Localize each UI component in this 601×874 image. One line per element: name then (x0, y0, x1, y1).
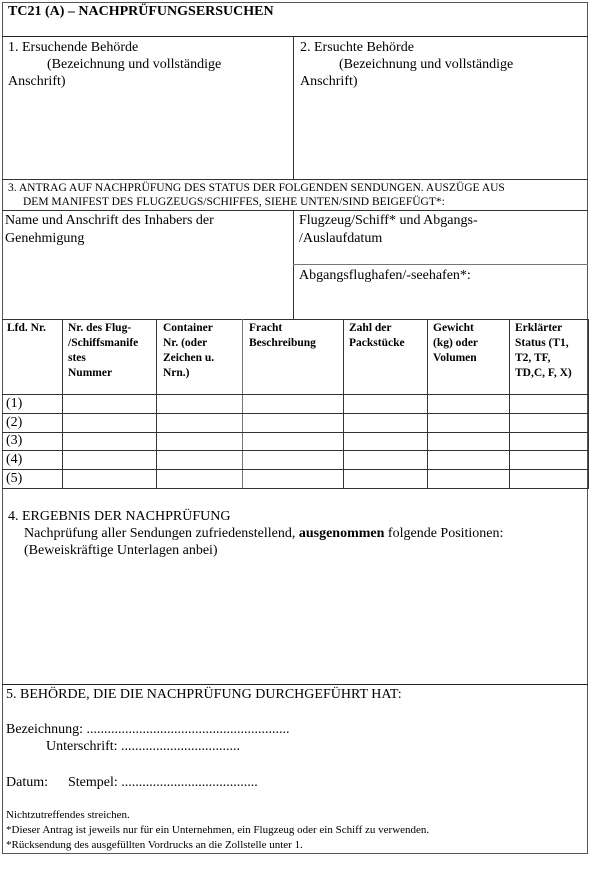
table-row[interactable]: (5) (6, 471, 23, 486)
col-header-manifest-nr (68, 321, 138, 381)
text: folgende Positionen: (384, 526, 504, 541)
header-line: Fracht (249, 322, 283, 334)
box1-sub1: (Bezeichnung und vollständige (47, 57, 222, 72)
holder-label-1: Name und Anschrift des Inhabers der (5, 213, 214, 228)
section5-heading: 5. BEHÖRDE, DIE DIE NACHPRÜFUNG DURCHGEFÜHRT HAT: (6, 687, 402, 702)
header-line: Erklärter (515, 322, 563, 334)
departure-label: Abgangsflughafen/-seehafen*: (299, 268, 471, 283)
header-line: T2, TF, (515, 352, 551, 364)
footnote-single-use: *Dieser Antrag ist jeweils nur für ein Unternehmen, ein Flugzeug oder ein Schiff zu verwenden. (6, 824, 430, 836)
section4-heading: 4. ERGEBNIS DER NACHPRÜFUNG (8, 509, 231, 524)
header-line: (kg) oder (433, 337, 479, 349)
header-line: /Schiffsmanife (68, 337, 139, 349)
header-line: Nrn.) (163, 367, 190, 379)
holder-label-2: Genehmigung (5, 231, 85, 246)
col-header-lfd-nr (7, 321, 46, 336)
divider (293, 264, 588, 265)
table-row[interactable]: (1) (6, 396, 23, 411)
row-divider (2, 488, 589, 489)
table-top-border (2, 319, 589, 320)
column-divider (427, 319, 428, 488)
divider (293, 36, 294, 179)
col-header-declared-status (515, 321, 572, 381)
field-datum[interactable]: Datum: (6, 775, 48, 790)
section4-text (24, 525, 503, 542)
emphasis: ausgenommen (298, 526, 385, 541)
header-line: Container (163, 322, 213, 334)
header-line: Zeichen u. (163, 352, 215, 364)
divider (2, 210, 588, 211)
col-header-cargo-description (249, 321, 316, 351)
col-header-weight-volume (433, 321, 478, 366)
header-line: Volumen (433, 352, 477, 364)
section3-line2: DEM MANIFEST DES FLUGZEUGS/SCHIFFES, SIEHE UNTEN/SIND BEIGEFÜGT*: (23, 196, 445, 208)
column-divider (242, 319, 243, 488)
box2-sub1: (Bezeichnung und vollständige (339, 57, 514, 72)
field-unterschrift[interactable]: Unterschrift: .................................. (46, 739, 241, 754)
row-divider (2, 469, 589, 470)
form-title: TC21 (A) – NACHPRÜFUNGSERSUCHEN (8, 4, 274, 19)
header-line: Status (T1, (515, 337, 569, 349)
header-line: Nr. (oder (163, 337, 208, 349)
box1-sub2: Anschrift) (8, 74, 66, 89)
table-row[interactable]: (3) (6, 433, 23, 448)
divider (2, 684, 588, 685)
row-divider (2, 413, 589, 414)
footnote-return: *Rücksendung des ausgefüllten Vordrucks an die Zollstelle unter 1. (6, 839, 303, 851)
col-header-container-nr (163, 321, 214, 381)
text: Nachprüfung aller Sendungen zufriedenstellend, (24, 526, 299, 541)
aircraft-label-2: /Auslaufdatum (299, 231, 383, 246)
header-line: stes (68, 352, 86, 364)
header-line: TD,C, F, X) (515, 367, 572, 379)
col-header-package-count (349, 321, 405, 351)
row-divider (2, 394, 589, 395)
section3-line1: 3. ANTRAG AUF NACHPRÜFUNG DES STATUS DER FOLGENDEN SENDUNGEN. AUSZÜGE AUS (8, 182, 505, 194)
header-line: Beschreibung (249, 337, 316, 349)
table-row[interactable]: (2) (6, 415, 23, 430)
header-line: Packstücke (349, 337, 405, 349)
box2-label: 2. Ersuchte Behörde (300, 40, 414, 55)
divider (2, 179, 588, 180)
header-line: Gewicht (433, 322, 474, 334)
row-divider (2, 432, 589, 433)
table-row[interactable]: (4) (6, 452, 23, 467)
aircraft-label-1: Flugzeug/Schiff* und Abgangs- (299, 213, 478, 228)
header-line: Nr. des Flug- (68, 322, 132, 334)
header-line: Nummer (68, 367, 113, 379)
header-line: Lfd. Nr. (7, 322, 46, 334)
section4-note: (Beweiskräftige Unterlagen anbei) (24, 543, 218, 558)
column-divider (62, 319, 63, 488)
footnote-strike: Nichtzutreffendes streichen. (6, 809, 130, 821)
box1-label: 1. Ersuchende Behörde (8, 40, 139, 55)
box2-sub2: Anschrift) (300, 74, 358, 89)
field-stempel[interactable]: Stempel: ....................................... (68, 775, 258, 790)
column-divider (509, 319, 510, 488)
row-divider (2, 450, 589, 451)
divider (2, 36, 588, 37)
field-bezeichnung[interactable]: Bezeichnung: .......................................................... (6, 722, 290, 737)
header-line: Zahl der (349, 322, 392, 334)
column-divider (343, 319, 344, 488)
column-divider (156, 319, 157, 488)
table-right-border (588, 319, 589, 488)
